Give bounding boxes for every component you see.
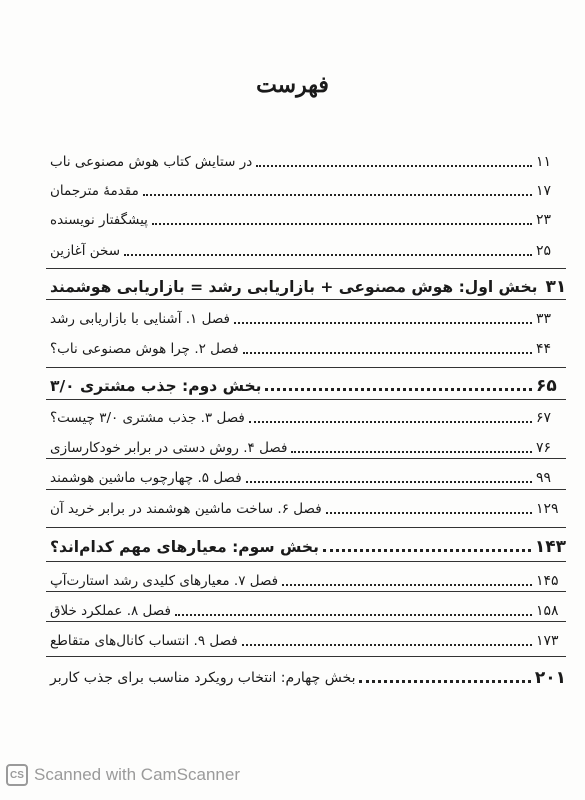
toc-part-entry xyxy=(46,528,566,556)
toc-dot-leader xyxy=(256,165,532,167)
toc-front-entry xyxy=(46,143,566,171)
toc-entry-label: فصل ۵. چهارچوب ماشین هوشمند xyxy=(50,470,242,486)
toc-entry-label: فصل ۸. عملکرد خلاق xyxy=(50,603,171,619)
table-divider xyxy=(46,489,566,490)
toc-dot-leader xyxy=(291,451,532,453)
toc-entry-label: فصل ۹. انتساب کانال‌های متقاطع xyxy=(50,633,238,649)
toc-chapter-entry xyxy=(46,562,566,590)
toc-page-number: ۹۹ xyxy=(536,470,552,486)
toc-dot-leader xyxy=(323,549,531,552)
toc-entry-label: بخش چهارم: انتخاب رویکرد مناسب برای جذب کاربر xyxy=(50,670,356,686)
toc-page-number: ۶۷ xyxy=(536,410,552,426)
table-divider xyxy=(46,458,566,459)
toc-entry-label: فصل ۴. روش دستی در برابر خودکارسازی xyxy=(50,440,288,456)
table-divider xyxy=(46,656,566,657)
toc-entry-label: بخش اول: هوش مصنوعی + بازاریابی رشد = بازاریابی هوشمند xyxy=(50,278,538,296)
toc-chapter-entry xyxy=(46,459,566,487)
toc-chapter-entry xyxy=(46,399,566,427)
toc-entry-label: فصل ۱. آشنایی با بازاریابی رشد xyxy=(50,311,230,327)
toc-entry-label: فصل ۶. ساخت ماشین هوشمند در برابر خرید آن xyxy=(50,501,322,517)
table-divider xyxy=(46,367,566,368)
table-divider xyxy=(46,299,566,300)
table-divider xyxy=(46,399,566,400)
watermark-text: Scanned with CamScanner xyxy=(34,765,241,784)
toc-chapter-entry xyxy=(46,622,566,650)
toc-page-number: ۲۵ xyxy=(536,243,552,259)
toc-page-number: ۶۵ xyxy=(536,376,557,396)
toc-chapter-entry xyxy=(46,300,566,328)
toc-page-number: ۳۳ xyxy=(536,311,552,327)
toc-page-number: ۱۲۹ xyxy=(536,501,559,517)
toc-page-number: ۱۴۵ xyxy=(536,573,559,589)
toc-dot-leader xyxy=(249,421,532,423)
toc-entry-label: فصل ۳. جذب مشتری ۳/۰ چیست؟ xyxy=(50,410,245,426)
toc-part-entry xyxy=(46,657,566,687)
toc-front-entry xyxy=(46,201,566,229)
toc-entry-label: مقدمهٔ مترجمان xyxy=(50,183,139,199)
toc-front-entry xyxy=(46,232,566,260)
toc-page-number: ۱۱ xyxy=(536,154,552,170)
toc-entry-label: بخش دوم: جذب مشتری ۳/۰ xyxy=(50,377,262,395)
toc-dot-leader xyxy=(124,254,532,256)
toc-dot-leader xyxy=(246,481,532,483)
toc-dot-leader xyxy=(152,223,532,225)
toc-page-number: ۱۷۳ xyxy=(536,633,559,649)
toc-part-entry xyxy=(46,268,566,296)
table-divider xyxy=(46,591,566,592)
toc-dot-leader xyxy=(359,680,530,683)
camscanner-watermark xyxy=(6,764,240,786)
toc-entry-label: فصل ۲. چرا هوش مصنوعی ناب؟ xyxy=(50,341,239,357)
toc-chapter-entry xyxy=(46,429,566,457)
toc-page-number: ۴۴ xyxy=(536,341,552,357)
toc-dot-leader xyxy=(282,584,532,586)
toc-page-number: ۳۱ xyxy=(545,277,567,297)
table-divider xyxy=(46,621,566,622)
table-divider xyxy=(46,268,566,269)
toc-page-number: ۷۶ xyxy=(536,440,552,456)
page-title: فهرست xyxy=(256,72,329,98)
toc-dot-leader xyxy=(175,614,532,616)
toc-dot-leader xyxy=(234,322,532,324)
toc-entry-label: فصل ۷. معیارهای کلیدی رشد استارت‌آپ xyxy=(50,573,279,589)
toc-chapter-entry xyxy=(46,592,566,620)
toc-chapter-entry xyxy=(46,330,566,358)
toc-entry-label: بخش سوم: معیارهای مهم کدام‌اند؟ xyxy=(50,538,319,556)
toc-dot-leader xyxy=(326,512,532,514)
toc-front-entry xyxy=(46,172,566,200)
toc-page-number: ۱۵۸ xyxy=(536,603,559,619)
toc-entry-label: سخن آغازین xyxy=(50,243,121,259)
toc-part-entry xyxy=(46,367,566,395)
toc-entry-label: در ستایش کتاب هوش مصنوعی ناب xyxy=(50,154,253,170)
toc-page-number: ۲۳ xyxy=(536,212,552,228)
camscanner-logo-icon: CS xyxy=(6,764,28,786)
toc-page-number: ۲۰۱ xyxy=(534,668,566,688)
toc-dot-leader xyxy=(242,644,532,646)
toc-page-number: ۱۴۳ xyxy=(534,537,566,557)
toc-dot-leader xyxy=(243,352,532,354)
toc-chapter-entry xyxy=(46,490,566,518)
toc-dot-leader xyxy=(265,388,532,391)
table-divider xyxy=(46,527,566,528)
table-divider xyxy=(46,561,566,562)
toc-dot-leader xyxy=(143,194,532,196)
toc-entry-label: پیشگفتار نویسنده xyxy=(50,212,148,228)
toc-page-number: ۱۷ xyxy=(536,183,552,199)
